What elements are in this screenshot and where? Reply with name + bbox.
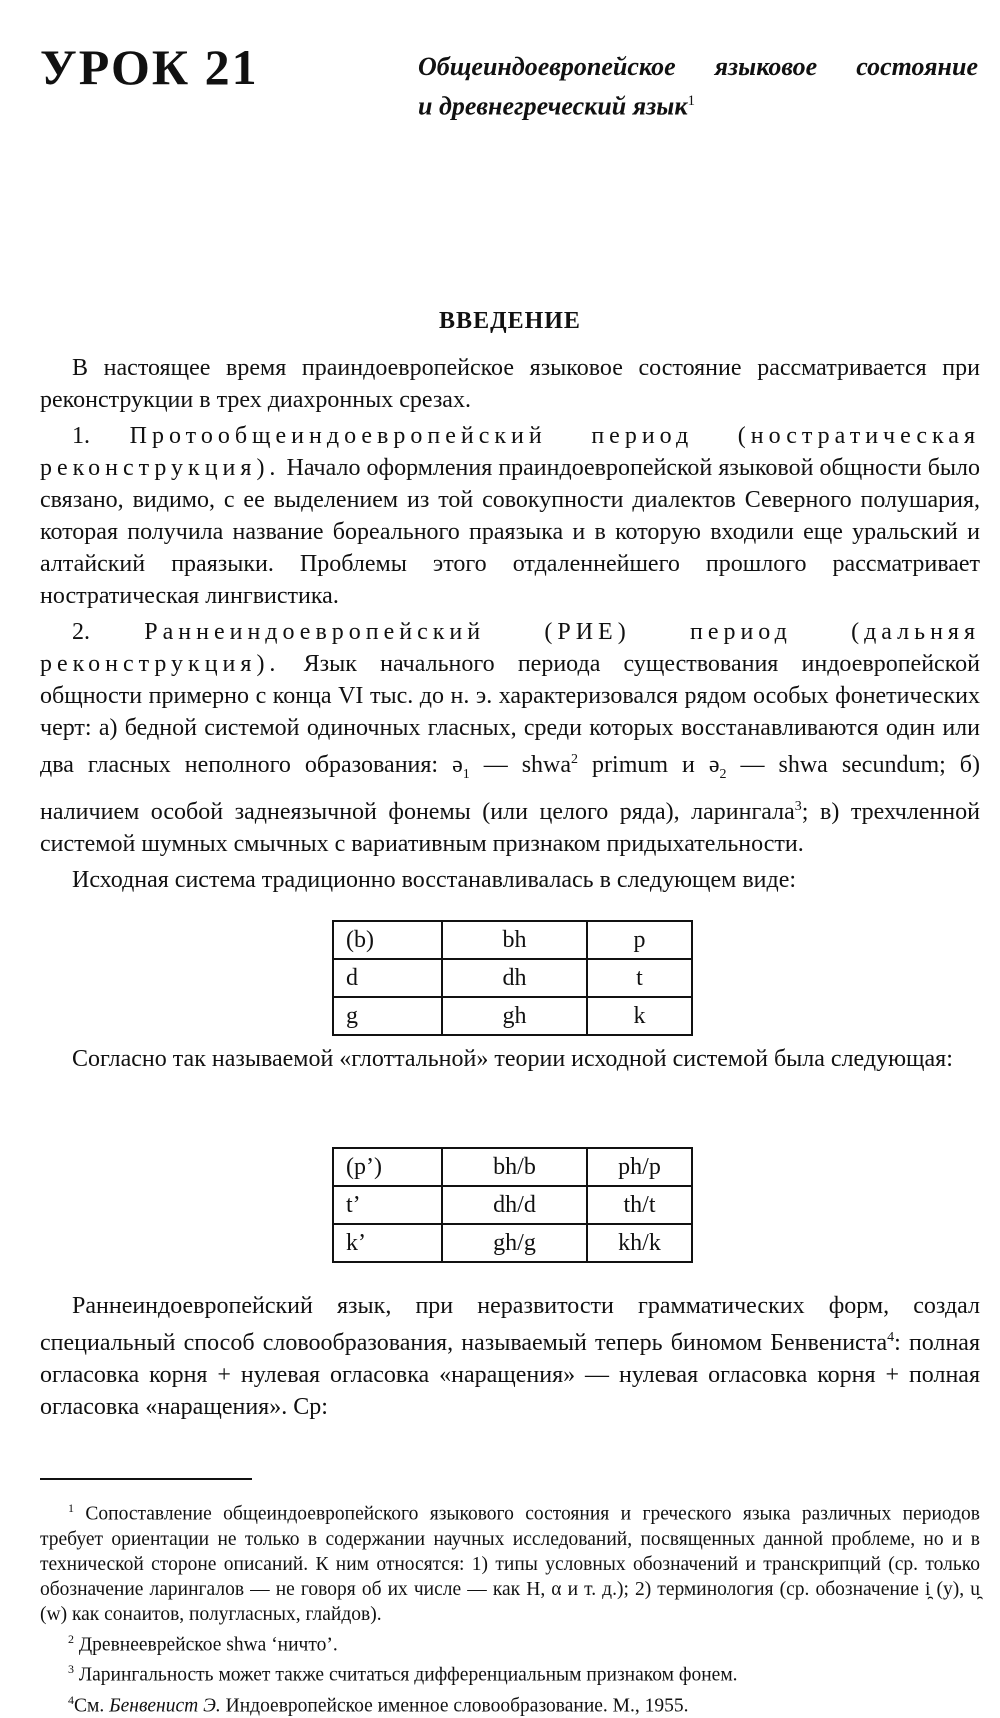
paragraph-period-2: 2. Раннеиндоевропейский (РИЕ) период (дальняя реконструкция). Язык начального периода существования индоевропейской общности примерно с конца VI тыс. до н. э. характеризовался рядом особых фонетических черт: а) бедной системой одиночных гласных, среди которых восстанавливаются один или два гласных неполного образования: ə$_1$ — shwa$^2$ primum и ə$_2$ — shwa secundum; б) наличием особой заднеязычной фонемы (или целого ряда), ларингала$^3$; в) трехчленной системой шумных смычных с вариативным признаком придыхательности. [40, 616, 980, 860]
table-cell: d [333, 959, 442, 997]
table-cell: (p’) [333, 1148, 442, 1186]
table-row [333, 921, 692, 959]
consonant-table-traditional [332, 920, 693, 1036]
table-row [333, 1148, 692, 1186]
lesson-title-line2: и древнегреческий язык$^1$ [418, 84, 978, 124]
period-2-heading: Раннеиндоевропейский (РИЕ) период (дальняя реконструкция). [40, 619, 980, 677]
table-cell: p [587, 921, 692, 959]
table-cell: (b) [333, 921, 442, 959]
table-row [333, 959, 692, 997]
table-cell: th/t [587, 1186, 692, 1224]
table-cell: k’ [333, 1224, 442, 1262]
table-cell: gh [442, 997, 587, 1035]
benveniste-text [40, 1290, 980, 1423]
table-cell: kh/k [587, 1224, 692, 1262]
lesson-title-line1: Общеиндоевропейское языковое состояние [418, 50, 978, 84]
table-cell: bh [442, 921, 587, 959]
paragraph-period-1: 1. Протообщеиндоевропейский период (ностратическая реконструкция). Начало оформления праиндоевропейской языковой общности было связано, видимо, с ее выделением из той совокупности диалектов Северного полушария, которая получила название бореального праязыка и в которую входили еще уральский и алтайский праязыки. Проблемы этого отдаленнейшего прошлого рассматривает ностратическая лингвистика. [40, 420, 980, 612]
paragraph-benveniste: Раннеиндоевропейский язык, при неразвитости грамматических форм, создал специальный способ словообразования, называемый теперь биномом Бенвениста$^4$: полная огласовка корня + нулевая огласовка «наращения» — нулевая огласовка корня + полная огласовка «наращения». Ср: [40, 1290, 980, 1423]
table-cell: t [587, 959, 692, 997]
table-cell: g [333, 997, 442, 1035]
footnote-ref-1: 1 [688, 93, 696, 109]
table-row [333, 1224, 692, 1262]
table-cell: dh/d [442, 1186, 587, 1224]
lesson-title [418, 50, 978, 124]
table-cell: k [587, 997, 692, 1035]
glottal-theory-text [40, 1043, 980, 1079]
footnote-ref-4: 4 [887, 1330, 894, 1345]
footnote-2: $^2$ Древнееврейское shwa ‘ничто’. [40, 1627, 980, 1658]
paragraph-table-intro: Исходная система традиционно восстанавливалась в следующем виде: [40, 864, 980, 896]
table-cell: t’ [333, 1186, 442, 1224]
paragraph-intro: В настоящее время праиндоевропейское языковое состояние рассматривается при реконструкции в трех диахронных срезах. [40, 352, 980, 416]
intro-text [40, 352, 980, 900]
footnote-ref-3: 3 [795, 799, 802, 814]
table-cell: bh/b [442, 1148, 587, 1186]
table-cell: dh [442, 959, 587, 997]
footnote-divider [40, 1478, 252, 1480]
consonant-table-glottal [332, 1147, 693, 1263]
footnote-1: $^1$ Сопоставление общеиндоевропейского языкового состояния и греческого языка различных периодов требует ориентации не только в содержании научных исследований, посвященных данной проблеме, но и в технической стороне описаний. К ним относятся: 1) типы условных обозначений и транскрипций (ср. только обозначение ларингалов — не говоря об их числе — как Н, α и т. д.); 2) терминология (ср. обозначение i̯ (у), u̯ (w) как сонаитов, полугласных, глайдов). [40, 1496, 980, 1627]
table-row [333, 997, 692, 1035]
table-row [333, 1186, 692, 1224]
cited-author: Бенвенист Э. [109, 1695, 221, 1716]
section-heading: ВВЕДЕНИЕ [40, 308, 980, 335]
footnote-3: $^3$ Ларингальность может также считаться дифференциальным признаком фонем. [40, 1657, 980, 1688]
table-cell: ph/p [587, 1148, 692, 1186]
footnotes [40, 1496, 980, 1718]
table-cell: gh/g [442, 1224, 587, 1262]
paragraph-glottal: Согласно так называемой «глоттальной» теории исходной системой была следующая: [40, 1043, 980, 1075]
footnote-ref-2: 2 [571, 752, 578, 767]
lesson-number: УРОК 21 [40, 42, 259, 92]
period-1-heading: Протообщеиндоевропейский период (ностратическая реконструкция). [40, 423, 980, 481]
footnote-4: $^4$См. Бенвенист Э. Индоевропейское именное словообразование. М., 1955. [40, 1688, 980, 1718]
